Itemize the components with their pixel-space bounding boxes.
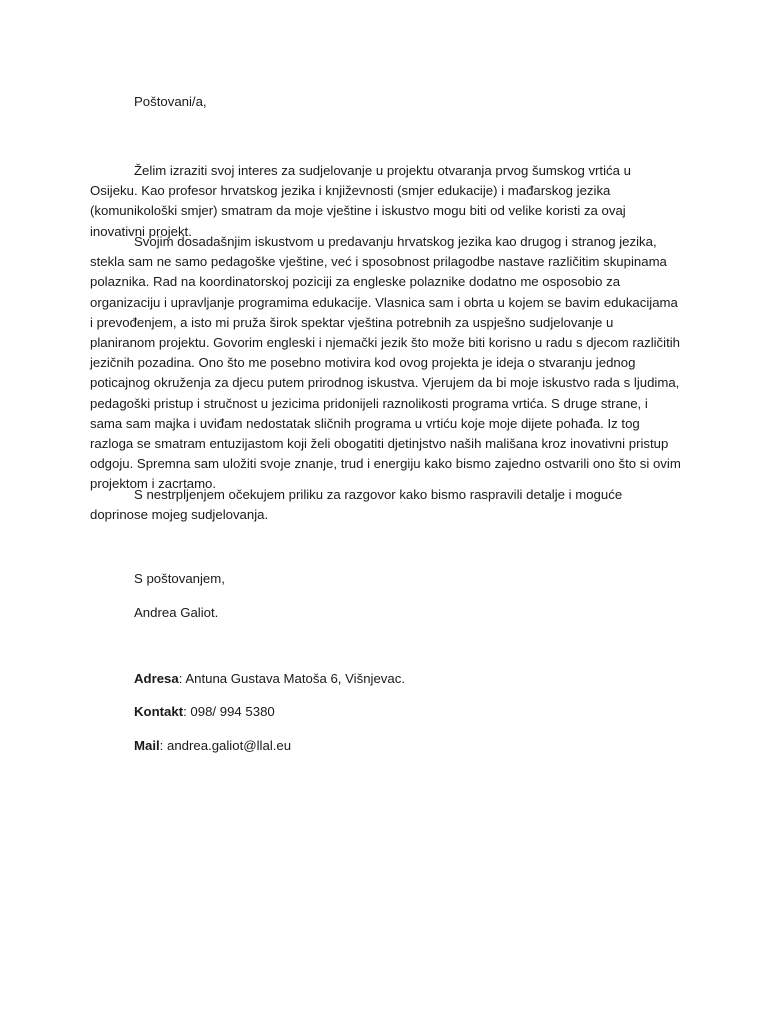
- contact-value: : 098/ 994 5380: [183, 704, 275, 719]
- contact-line: [134, 702, 275, 722]
- address-line: [134, 669, 405, 689]
- paragraph-experience: Svojim dosadašnjim iskustvom u predavanju hrvatskog jezika kao drugog i stranog jezika, stekla sam ne samo pedagoške vještine, već i sposobnost prilagodbe nastave različitim skupinama polaznika. Rad na koordinatorskoj poziciji za engleske polaznike dodatno me osposobio za organizaciju i upravljanje programima edukacije. Vlasnica sam i obrta u kojem se bavim edukacijama i prevođenjem, a isto mi pruža širok spektar vještina potrebnih za uspješno sudjelovanje u planiranom projektu. Govorim engleski i njemački jezik što može biti korisno u radu s djecom različitih jezičnih pozadina. Ono što me posebno motivira kod ovog projekta je ideja o stvaranju jednog poticajnog okruženja za djecu putem prirodnog iskustva. Vjerujem da bi moje iskustvo rada s ljudima, pedagoški pristup i stručnost u jezicima pridonijeli raznolikosti programa vrtića. S druge strane, i sama sam majka i uviđam nedostatak sličnih programa u vrtiću koje moje dijete pohađa. Iz tog razloga se smatram entuzijastom koji želi obogatiti djetinjstvo naših mališana kroz inovativni pristup odgoju. Spremna sam uložiti svoje znanje, trud i energiju kako bismo zajedno ostvarili ono što si ovim projektom i zacrtamo.: [90, 234, 681, 492]
- paragraph-interest: Želim izraziti svoj interes za sudjelovanje u projektu otvaranja prvog šumskog vrtića u Osijeku. Kao profesor hrvatskog jezika i književnosti (smjer edukacije) i mađarskog jezika (komunikološki smjer) smatram da moje vještine i iskustvo mogu biti od velike koristi za ovaj inovativni projekt.: [90, 163, 631, 239]
- salutation: Poštovani/a,: [134, 94, 207, 109]
- mail-value: : andrea.galiot@llal.eu: [159, 738, 292, 753]
- mail-label: Mail: [134, 738, 160, 753]
- closing-phrase: S poštovanjem,: [134, 571, 225, 586]
- signature-name: Andrea Galiot.: [134, 605, 219, 620]
- paragraph-closing-request: S nestrpljenjem očekujem priliku za razgovor kako bismo raspravili detalje i moguće doprinose mojeg sudjelovanja.: [90, 487, 623, 523]
- address-label: Adresa: [134, 671, 179, 686]
- mail-line: [134, 736, 291, 756]
- contact-label: Kontakt: [134, 704, 184, 719]
- address-value: : Antuna Gustava Matoša 6, Višnjevac.: [178, 671, 405, 686]
